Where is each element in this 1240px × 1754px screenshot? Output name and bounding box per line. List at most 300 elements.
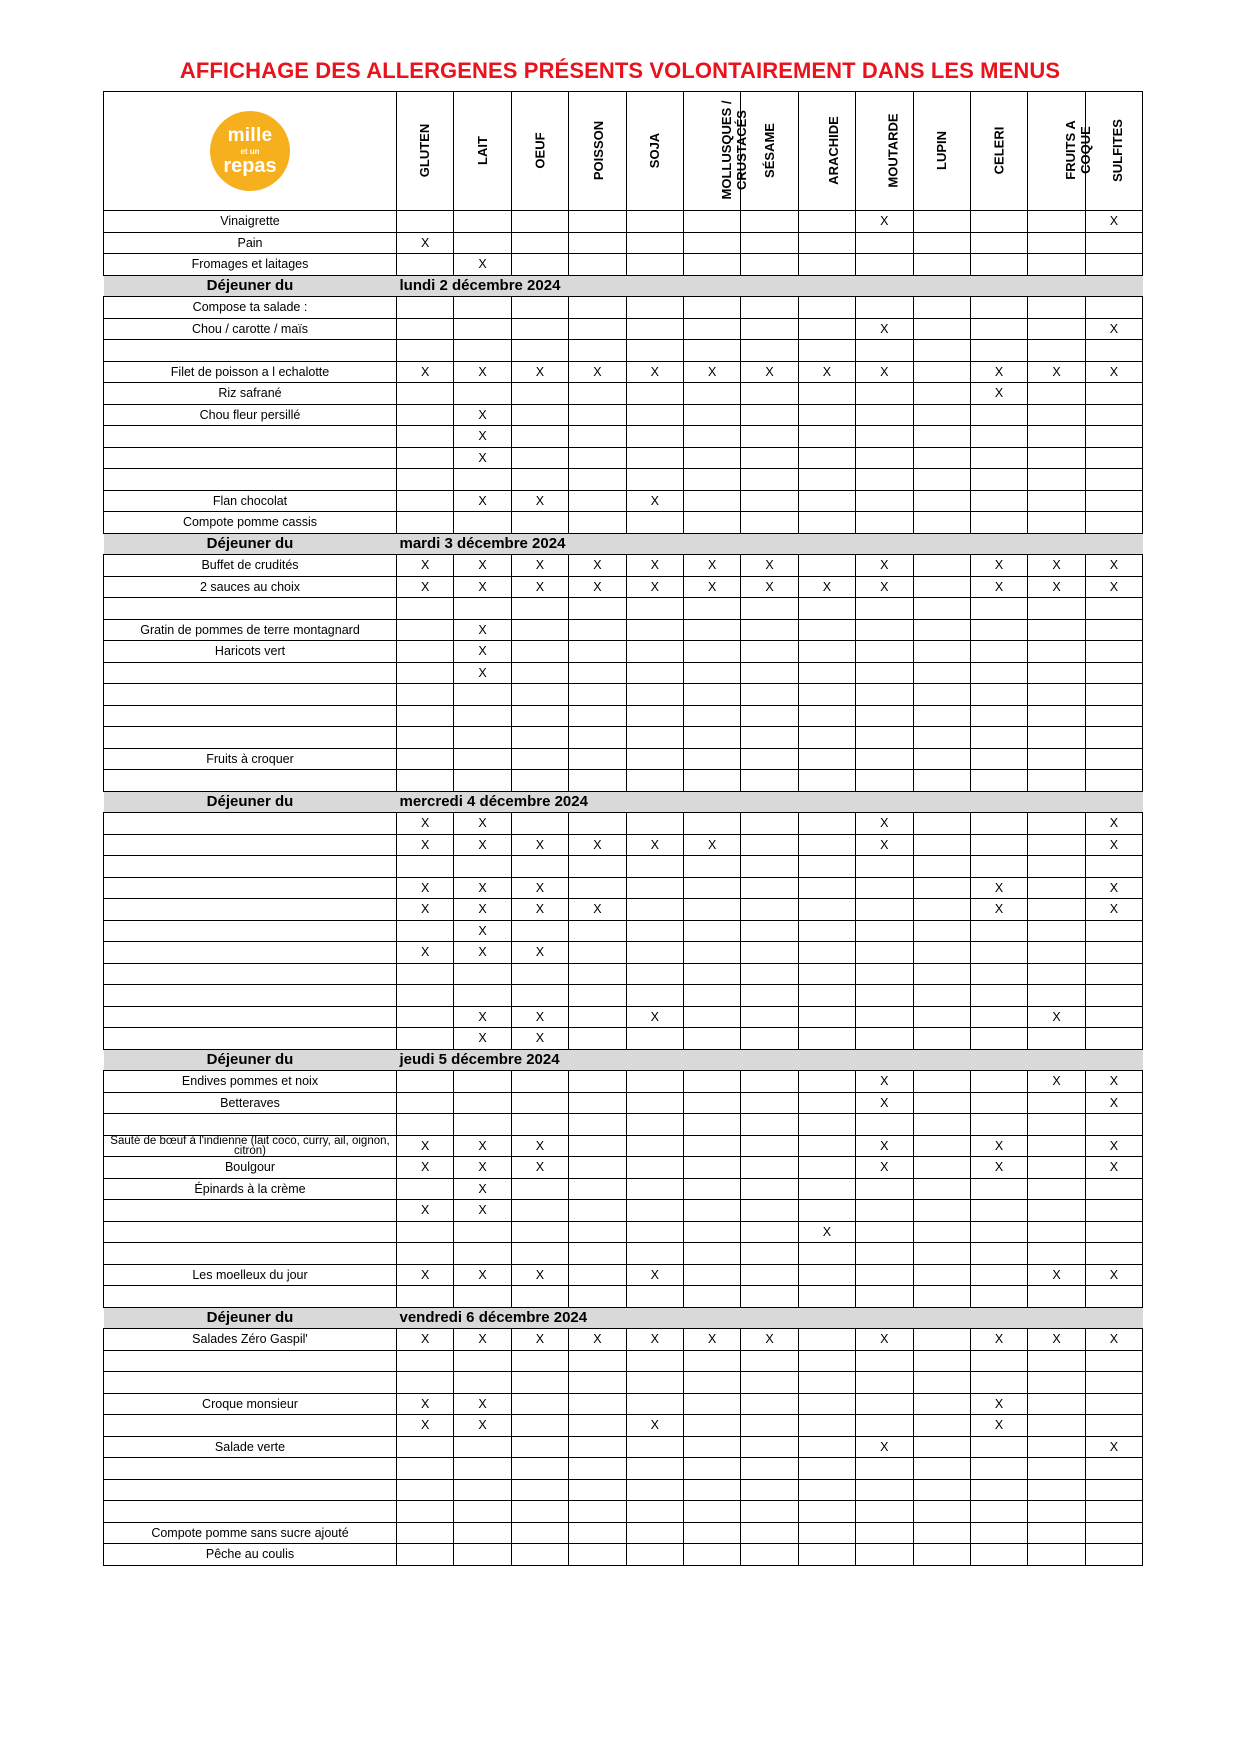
allergen-cell — [741, 834, 798, 856]
allergen-cell — [454, 340, 511, 362]
allergen-cell — [511, 1501, 568, 1523]
allergen-cell — [683, 447, 740, 469]
allergen-cell — [741, 1264, 798, 1286]
allergen-cell — [798, 963, 855, 985]
allergen-cell — [913, 318, 970, 340]
allergen-cell — [970, 662, 1027, 684]
allergen-cell — [1028, 1286, 1085, 1308]
allergen-cell — [1028, 211, 1085, 233]
day-header-row — [104, 791, 1143, 813]
allergen-cell: X — [511, 1006, 568, 1028]
allergen-cell — [626, 641, 683, 663]
dish-name — [104, 920, 397, 942]
allergen-cell: X — [397, 555, 454, 577]
allergen-cell — [397, 447, 454, 469]
allergen-cell — [856, 469, 913, 491]
allergen-cell: X — [454, 576, 511, 598]
dish-name: Salade verte — [104, 1436, 397, 1458]
allergen-cell — [913, 1329, 970, 1351]
allergen-cell: X — [970, 1135, 1027, 1157]
allergen-cell — [511, 619, 568, 641]
allergen-cell — [397, 684, 454, 706]
allergen-cell — [569, 1200, 626, 1222]
allergen-cell — [569, 211, 626, 233]
allergen-cell — [798, 1114, 855, 1136]
allergen-cell — [511, 1393, 568, 1415]
allergen-cell — [511, 1479, 568, 1501]
table-row — [104, 232, 1143, 254]
allergen-cell — [856, 619, 913, 641]
allergen-cell — [454, 1501, 511, 1523]
allergen-cell — [1085, 490, 1142, 512]
allergen-cell — [626, 684, 683, 706]
allergen-cell — [1085, 1028, 1142, 1050]
allergen-cell: X — [970, 899, 1027, 921]
allergen-cell — [913, 1415, 970, 1437]
allergen-cell — [1085, 684, 1142, 706]
allergen-cell — [1028, 1114, 1085, 1136]
allergen-cell — [798, 490, 855, 512]
allergen-cell — [741, 426, 798, 448]
allergen-cell — [798, 1522, 855, 1544]
allergen-cell — [913, 490, 970, 512]
page-title: AFFICHAGE DES ALLERGENES PRÉSENTS VOLONTAIREMENT DANS LES MENUS — [179, 58, 1061, 83]
allergen-cell — [913, 1157, 970, 1179]
allergen-cell — [913, 641, 970, 663]
allergen-cell — [970, 1114, 1027, 1136]
dish-name: Filet de poisson a l echalotte — [104, 361, 397, 383]
allergen-cell — [913, 1221, 970, 1243]
allergen-header-label: LUPIN — [934, 131, 950, 170]
allergen-cell: X — [397, 1415, 454, 1437]
allergen-cell: X — [856, 211, 913, 233]
allergen-table-body — [104, 211, 1143, 1566]
allergen-cell: X — [454, 404, 511, 426]
allergen-cell — [798, 1393, 855, 1415]
allergen-cell — [741, 512, 798, 534]
table-row — [104, 383, 1143, 405]
allergen-cell — [741, 877, 798, 899]
allergen-cell: X — [856, 576, 913, 598]
allergen-cell — [798, 1178, 855, 1200]
allergen-cell — [741, 770, 798, 792]
allergen-cell — [397, 469, 454, 491]
allergen-cell — [741, 1286, 798, 1308]
allergen-cell — [397, 1221, 454, 1243]
allergen-cell: X — [1085, 1071, 1142, 1093]
allergen-cell — [1028, 684, 1085, 706]
allergen-cell — [397, 1544, 454, 1566]
allergen-cell — [511, 813, 568, 835]
table-row — [104, 1135, 1143, 1157]
allergen-cell — [511, 1092, 568, 1114]
allergen-cell — [454, 1286, 511, 1308]
allergen-cell — [454, 469, 511, 491]
allergen-cell — [913, 662, 970, 684]
allergen-cell — [397, 297, 454, 319]
allergen-cell — [569, 1221, 626, 1243]
allergen-cell — [970, 1458, 1027, 1480]
allergen-cell — [397, 748, 454, 770]
allergen-cell — [397, 662, 454, 684]
allergen-cell: X — [511, 576, 568, 598]
allergen-cell — [683, 662, 740, 684]
allergen-cell — [397, 920, 454, 942]
allergen-cell — [569, 232, 626, 254]
allergen-cell — [856, 1114, 913, 1136]
allergen-cell — [913, 684, 970, 706]
allergen-cell — [569, 662, 626, 684]
table-row — [104, 963, 1143, 985]
table-row — [104, 211, 1143, 233]
dish-name — [104, 1479, 397, 1501]
table-row — [104, 1221, 1143, 1243]
table-row — [104, 1372, 1143, 1394]
allergen-cell — [626, 318, 683, 340]
allergen-cell: X — [454, 361, 511, 383]
allergen-cell — [683, 705, 740, 727]
table-row — [104, 662, 1143, 684]
allergen-cell — [741, 383, 798, 405]
allergen-cell — [454, 985, 511, 1007]
dish-name: Gratin de pommes de terre montagnard — [104, 619, 397, 641]
allergen-cell — [913, 1479, 970, 1501]
allergen-cell — [569, 1544, 626, 1566]
allergen-cell — [683, 899, 740, 921]
allergen-cell — [741, 684, 798, 706]
allergen-cell — [1085, 512, 1142, 534]
allergen-cell — [1085, 963, 1142, 985]
allergen-cell: X — [397, 1157, 454, 1179]
allergen-cell — [569, 942, 626, 964]
allergen-header-label: POISSON — [591, 120, 607, 181]
table-row — [104, 1286, 1143, 1308]
allergen-cell: X — [798, 1221, 855, 1243]
allergen-cell — [1085, 705, 1142, 727]
allergen-cell — [913, 1092, 970, 1114]
allergen-cell — [397, 1028, 454, 1050]
allergen-cell — [397, 211, 454, 233]
table-row — [104, 555, 1143, 577]
allergen-cell — [397, 426, 454, 448]
dish-name — [104, 1006, 397, 1028]
allergen-cell: X — [1085, 576, 1142, 598]
allergen-cell — [798, 1286, 855, 1308]
allergen-cell — [683, 1221, 740, 1243]
allergen-cell — [569, 619, 626, 641]
allergen-cell — [1028, 297, 1085, 319]
allergen-cell — [1028, 1544, 1085, 1566]
allergen-cell — [683, 1372, 740, 1394]
allergen-cell: X — [1028, 1006, 1085, 1028]
allergen-cell — [511, 1200, 568, 1222]
allergen-cell — [397, 1092, 454, 1114]
allergen-cell — [626, 748, 683, 770]
allergen-cell — [798, 899, 855, 921]
allergen-cell — [913, 211, 970, 233]
allergen-cell — [569, 254, 626, 276]
allergen-cell — [683, 469, 740, 491]
allergen-cell — [397, 318, 454, 340]
allergen-cell — [970, 232, 1027, 254]
allergen-cell — [1085, 1114, 1142, 1136]
allergen-cell — [741, 1114, 798, 1136]
allergen-cell — [397, 770, 454, 792]
allergen-cell — [741, 254, 798, 276]
allergen-cell — [798, 619, 855, 641]
allergen-cell: X — [856, 318, 913, 340]
allergen-cell — [1085, 469, 1142, 491]
allergen-cell — [913, 877, 970, 899]
allergen-cell — [798, 1415, 855, 1437]
allergen-cell — [1085, 1415, 1142, 1437]
table-row — [104, 705, 1143, 727]
allergen-cell — [741, 942, 798, 964]
allergen-cell — [970, 340, 1027, 362]
allergen-cell — [683, 1350, 740, 1372]
allergen-cell: X — [511, 555, 568, 577]
allergen-cell: X — [397, 576, 454, 598]
allergen-cell — [626, 404, 683, 426]
allergen-cell — [798, 770, 855, 792]
dish-name: Fromages et laitages — [104, 254, 397, 276]
allergen-cell — [798, 555, 855, 577]
allergen-header-label: ARACHIDE — [825, 116, 841, 185]
allergen-cell — [569, 1071, 626, 1093]
allergen-cell — [683, 1243, 740, 1265]
allergen-cell: X — [397, 1264, 454, 1286]
allergen-cell — [856, 1415, 913, 1437]
allergen-cell — [970, 1544, 1027, 1566]
allergen-cell — [626, 211, 683, 233]
allergen-cell — [798, 512, 855, 534]
allergen-cell: X — [569, 1329, 626, 1351]
allergen-cell — [856, 877, 913, 899]
allergen-cell — [798, 404, 855, 426]
allergen-cell: X — [856, 1436, 913, 1458]
table-row — [104, 598, 1143, 620]
allergen-cell: X — [856, 1092, 913, 1114]
allergen-cell — [626, 1286, 683, 1308]
allergen-cell — [741, 963, 798, 985]
allergen-cell — [798, 748, 855, 770]
allergen-cell — [913, 1544, 970, 1566]
allergen-cell: X — [1085, 1092, 1142, 1114]
allergen-cell — [683, 1114, 740, 1136]
allergen-cell — [683, 426, 740, 448]
dish-name: Pain — [104, 232, 397, 254]
allergen-cell: X — [1028, 576, 1085, 598]
allergen-header-label: MOUTARDE — [885, 113, 901, 188]
allergen-cell — [1028, 727, 1085, 749]
allergen-cell: X — [683, 361, 740, 383]
dish-name — [104, 963, 397, 985]
allergen-cell — [626, 1458, 683, 1480]
allergen-cell — [626, 1522, 683, 1544]
allergen-cell: X — [454, 942, 511, 964]
allergen-cell — [626, 1200, 683, 1222]
allergen-cell — [454, 727, 511, 749]
allergen-cell — [798, 318, 855, 340]
allergen-cell — [741, 1393, 798, 1415]
allergen-cell — [569, 1436, 626, 1458]
allergen-cell — [856, 641, 913, 663]
allergen-cell — [397, 619, 454, 641]
day-date: mercredi 4 décembre 2024 — [397, 791, 1143, 813]
allergen-cell — [913, 232, 970, 254]
allergen-cell — [913, 770, 970, 792]
allergen-cell — [397, 856, 454, 878]
allergen-cell — [683, 748, 740, 770]
table-row — [104, 1436, 1143, 1458]
allergen-cell — [798, 297, 855, 319]
allergen-header — [1028, 92, 1094, 211]
allergen-cell — [511, 1286, 568, 1308]
allergen-cell — [454, 1071, 511, 1093]
allergen-cell: X — [626, 1006, 683, 1028]
allergen-cell — [741, 619, 798, 641]
allergen-cell — [683, 211, 740, 233]
allergen-cell — [741, 1178, 798, 1200]
allergen-cell — [569, 1006, 626, 1028]
allergen-cell — [913, 1458, 970, 1480]
allergen-cell — [798, 985, 855, 1007]
allergen-cell — [683, 1071, 740, 1093]
dish-name — [104, 1458, 397, 1480]
allergen-cell — [1028, 705, 1085, 727]
allergen-cell — [970, 254, 1027, 276]
allergen-cell — [683, 1264, 740, 1286]
allergen-cell — [798, 813, 855, 835]
table-row — [104, 254, 1143, 276]
allergen-cell — [970, 1028, 1027, 1050]
allergen-cell: X — [626, 1264, 683, 1286]
allergen-cell — [1085, 426, 1142, 448]
allergen-cell — [511, 512, 568, 534]
allergen-cell — [1085, 254, 1142, 276]
allergen-cell: X — [626, 490, 683, 512]
allergen-cell — [454, 318, 511, 340]
table-row — [104, 942, 1143, 964]
allergen-cell — [970, 1071, 1027, 1093]
allergen-cell — [798, 727, 855, 749]
allergen-cell: X — [626, 1329, 683, 1351]
allergen-cell — [856, 490, 913, 512]
allergen-cell — [454, 770, 511, 792]
allergen-cell — [798, 426, 855, 448]
day-header-row — [104, 1307, 1143, 1329]
allergen-cell — [511, 705, 568, 727]
allergen-cell: X — [856, 555, 913, 577]
allergen-cell — [856, 1544, 913, 1566]
allergen-cell — [970, 1092, 1027, 1114]
allergen-cell — [970, 920, 1027, 942]
allergen-cell — [454, 1436, 511, 1458]
allergen-cell — [454, 383, 511, 405]
allergen-cell — [970, 619, 1027, 641]
allergen-cell — [454, 748, 511, 770]
allergen-cell — [856, 748, 913, 770]
table-row — [104, 469, 1143, 491]
allergen-cell — [913, 1135, 970, 1157]
allergen-cell — [397, 1006, 454, 1028]
allergen-cell — [454, 684, 511, 706]
allergen-cell — [397, 1501, 454, 1523]
allergen-cell — [511, 1544, 568, 1566]
allergen-cell — [511, 1114, 568, 1136]
allergen-cell — [856, 1479, 913, 1501]
allergen-cell — [1028, 963, 1085, 985]
allergen-cell: X — [454, 555, 511, 577]
allergen-cell — [1028, 1221, 1085, 1243]
allergen-cell — [856, 254, 913, 276]
allergen-cell — [1085, 619, 1142, 641]
allergen-cell — [511, 1522, 568, 1544]
allergen-cell — [569, 598, 626, 620]
allergen-cell — [511, 727, 568, 749]
table-row — [104, 770, 1143, 792]
allergen-cell — [1028, 662, 1085, 684]
allergen-cell — [626, 899, 683, 921]
allergen-cell — [626, 705, 683, 727]
allergen-cell: X — [798, 361, 855, 383]
dish-name — [104, 1501, 397, 1523]
allergen-cell — [397, 254, 454, 276]
dish-name — [104, 426, 397, 448]
allergen-cell — [397, 1071, 454, 1093]
allergen-cell — [913, 985, 970, 1007]
allergen-cell — [397, 1243, 454, 1265]
allergen-cell: X — [741, 576, 798, 598]
allergen-cell — [741, 1221, 798, 1243]
allergen-cell — [1085, 1458, 1142, 1480]
allergen-cell: X — [454, 899, 511, 921]
allergen-cell: X — [454, 641, 511, 663]
allergen-cell — [856, 1458, 913, 1480]
allergen-cell — [856, 985, 913, 1007]
allergen-cell — [683, 1544, 740, 1566]
allergen-cell — [1028, 641, 1085, 663]
allergen-cell — [1085, 598, 1142, 620]
allergen-cell — [1028, 318, 1085, 340]
allergen-cell: X — [1028, 1071, 1085, 1093]
allergen-cell — [741, 1157, 798, 1179]
allergen-cell — [569, 705, 626, 727]
allergen-cell: X — [454, 1157, 511, 1179]
allergen-cell — [970, 1264, 1027, 1286]
allergen-cell: X — [454, 877, 511, 899]
allergen-cell — [511, 748, 568, 770]
allergen-cell — [626, 447, 683, 469]
allergen-cell — [454, 1092, 511, 1114]
allergen-cell — [1028, 619, 1085, 641]
allergen-cell — [569, 1028, 626, 1050]
dish-name — [104, 899, 397, 921]
allergen-cell — [856, 684, 913, 706]
allergen-cell — [741, 641, 798, 663]
allergen-cell — [741, 1092, 798, 1114]
allergen-cell — [798, 1544, 855, 1566]
allergen-cell: X — [569, 834, 626, 856]
allergen-cell — [798, 856, 855, 878]
allergen-cell — [970, 1522, 1027, 1544]
allergen-cell — [511, 340, 568, 362]
allergen-cell: X — [511, 834, 568, 856]
allergen-cell — [913, 1350, 970, 1372]
allergen-cell — [683, 1200, 740, 1222]
allergen-cell: X — [1085, 1157, 1142, 1179]
allergen-cell — [913, 920, 970, 942]
